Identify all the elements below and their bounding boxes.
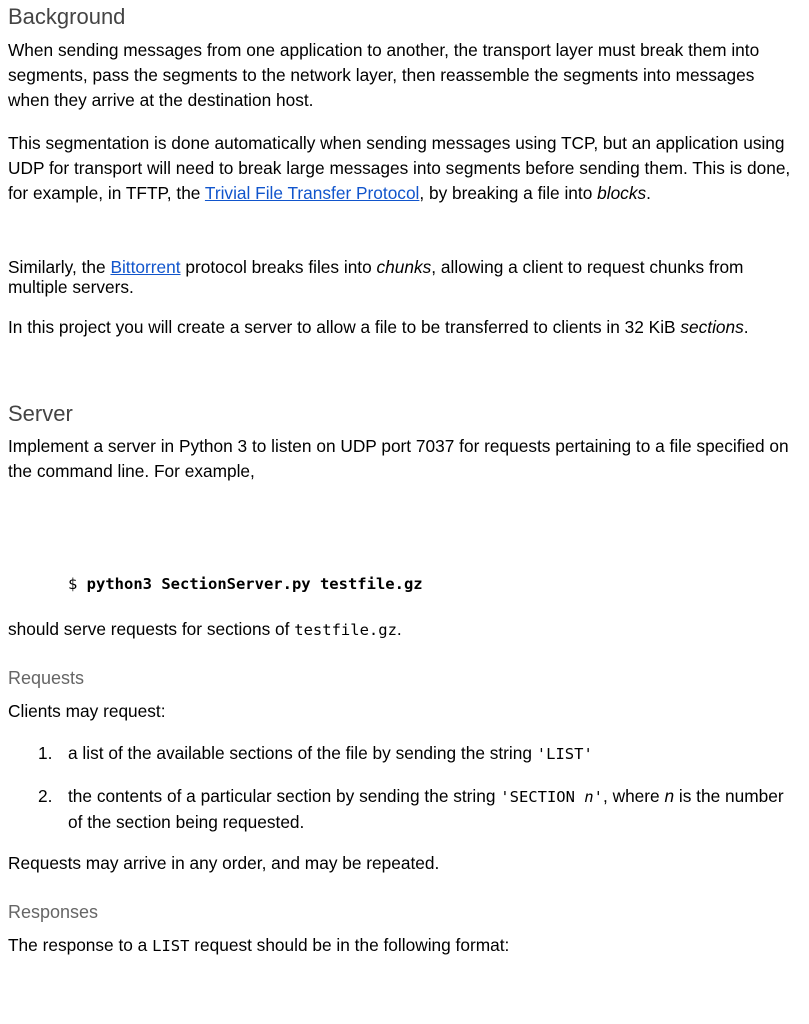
tftp-link[interactable]: Trivial File Transfer Protocol [204, 183, 420, 203]
responses-paragraph: The response to a LIST request should be in the following format: [8, 935, 510, 955]
requests-outro: Requests may arrive in any order, and may be repeated. [8, 853, 440, 873]
command-example: $ python3 SectionServer.py testfile.gz [68, 575, 423, 593]
list-item: 1. a list of the available sections of the file by sending the string 'LIST' [38, 743, 593, 763]
background-paragraph-3: Similarly, the Bittorrent protocol breaks files into chunks, allowing a client to request chunks from multiple servers. [8, 257, 744, 297]
background-heading: Background [8, 4, 126, 29]
background-paragraph-4: In this project you will create a server to allow a file to be transferred to clients in 32 KiB sections. [8, 317, 749, 337]
list-item: 2. the contents of a particular section by sending the string 'SECTION n', where n is the number of the section being requested. [38, 786, 784, 832]
background-paragraph-1: When sending messages from one application to another, the transport layer must break them into segments, pass the segments to the network layer, then reassemble the segments into messages when they arrive at the destination host. [8, 40, 760, 110]
requests-heading: Requests [8, 668, 85, 688]
bittorrent-link[interactable]: Bittorrent [110, 257, 181, 277]
background-paragraph-2: This segmentation is done automatically when sending messages using TCP, but an application using UDP for transport will need to break large messages into segments before sending them. This is done, for example, in TFTP, the Trivial File Transfer Protocol, by breaking a file into blocks. [8, 133, 791, 203]
server-paragraph-2: should serve requests for sections of testfile.gz. [8, 619, 402, 639]
requests-intro: Clients may request: [8, 701, 166, 721]
responses-heading: Responses [8, 902, 99, 922]
server-paragraph-1: Implement a server in Python 3 to listen on UDP port 7037 for requests pertaining to a file specified on the command line. For example, [8, 436, 789, 481]
server-heading: Server [8, 401, 73, 426]
